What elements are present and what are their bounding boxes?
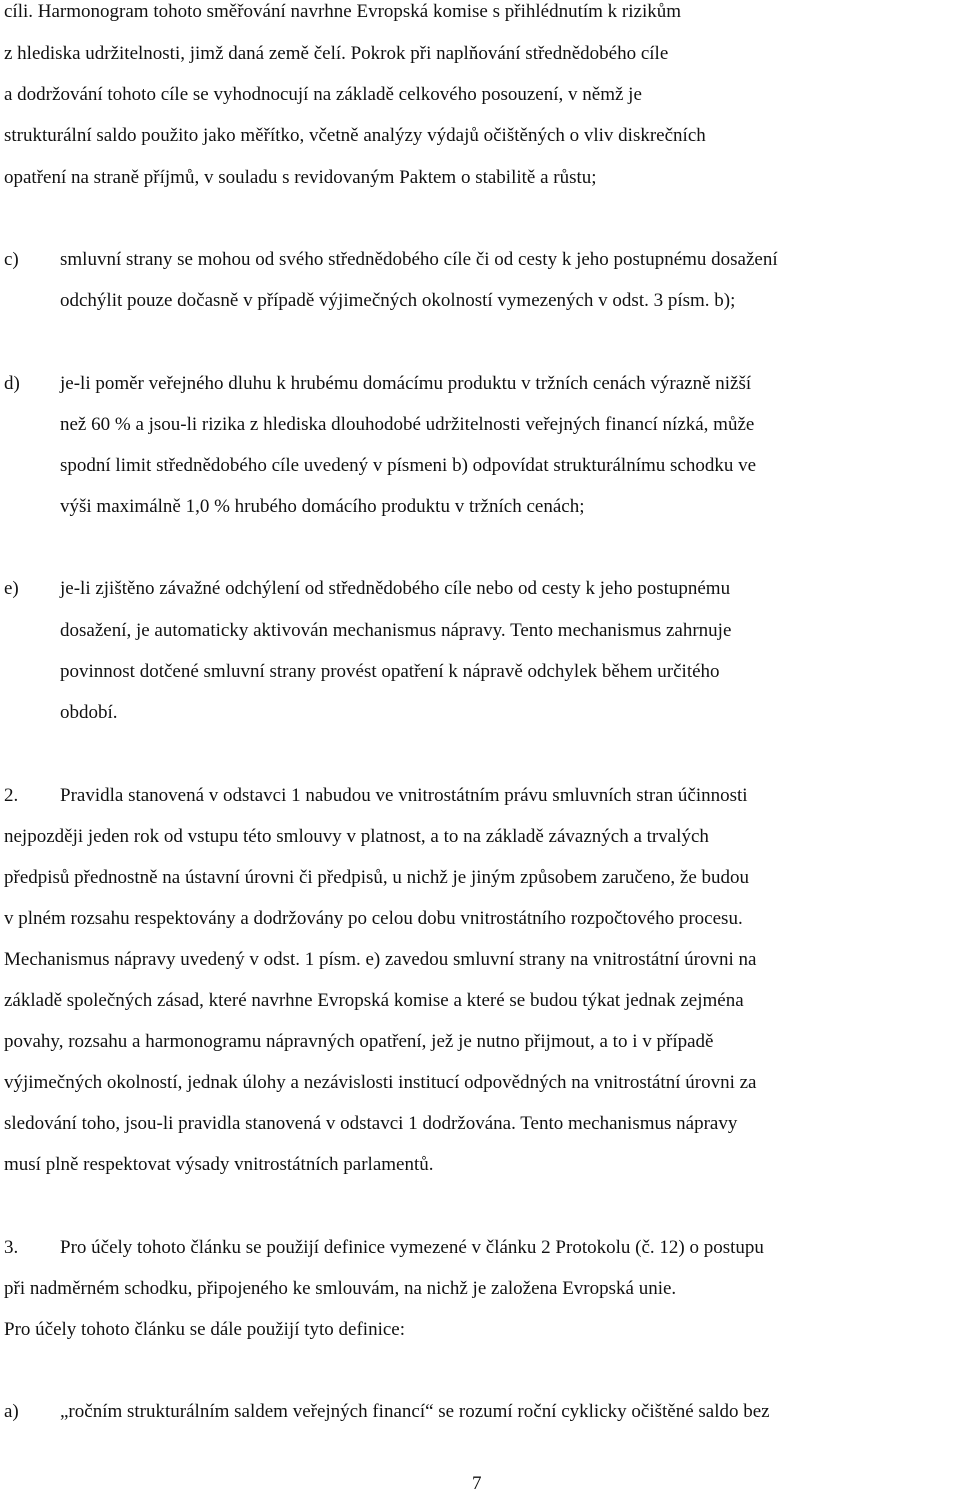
item-d-line-4: výši maximálně 1,0 % hrubého domácího produktu v tržních cenách; [60, 496, 585, 517]
item-d-line-3: spodní limit střednědobého cíle uvedený v písmeni b) odpovídat strukturálnímu schodku ve [60, 455, 757, 476]
section-2-line: sledování toho, jsou-li pravidla stanovená v odstavci 1 dodržována. Tento mechanismus nápravy [4, 1113, 738, 1134]
item-label-e: e) [4, 578, 19, 599]
section-3-line: Pro účely tohoto článku se dále použijí tyto definice: [4, 1319, 406, 1340]
item-c-line-1: smluvní strany se mohou od svého střednědobého cíle či od cesty k jeho postupnému dosažení [60, 249, 778, 270]
item-label-d: d) [4, 373, 20, 394]
section-2-line: základě společných zásad, které navrhne Evropská komise a které se budou týkat jednak zejména [4, 990, 744, 1011]
section-2-line: Mechanismus nápravy uvedený v odst. 1 písm. e) zavedou smluvní strany na vnitrostátní úrovni na [4, 949, 757, 970]
section-2-line: povahy, rozsahu a harmonogramu nápravných opatření, jež je nutno přijmout, a to i v případě [4, 1031, 714, 1052]
text-line: strukturální saldo použito jako měřítko, včetně analýzy výdajů očištěných o vliv diskrečních [4, 125, 706, 146]
section-3-line: při nadměrném schodku, připojeného ke smlouvám, na nichž je založena Evropská unie. [4, 1278, 677, 1299]
item-e-line-4: období. [60, 702, 118, 723]
item-d-line-1: je-li poměr veřejného dluhu k hrubému domácímu produktu v tržních cenách výrazně nižší [60, 373, 752, 394]
definition-a-label: a) [4, 1401, 19, 1422]
section-2-line: předpisů přednostně na ústavní úrovni či předpisů, u nichž je jiným způsobem zaručeno, že budou [4, 867, 750, 888]
text-line: z hlediska udržitelnosti, jimž daná země čelí. Pokrok při naplňování střednědobého cíle [4, 43, 669, 64]
text-line: opatření na straně příjmů, v souladu s revidovaným Paktem o stabilitě a růstu; [4, 167, 597, 188]
definition-a-text: „ročním strukturálním saldem veřejných financí“ se rozumí roční cyklicky očištěné saldo bez [60, 1401, 770, 1422]
section-2-line: musí plně respektovat výsady vnitrostátních parlamentů. [4, 1154, 434, 1175]
section-2-label: 2. [4, 785, 19, 806]
item-e-line-3: povinnost dotčené smluvní strany provést opatření k nápravě odchylek během určitého [60, 661, 720, 682]
item-label-c: c) [4, 249, 19, 270]
section-2-line: výjimečných okolností, jednak úlohy a nezávislosti institucí odpovědných na vnitrostátní úrovni za [4, 1072, 757, 1093]
item-d-line-2: než 60 % a jsou-li rizika z hlediska dlouhodobé udržitelnosti veřejných financí nízká, může [60, 414, 755, 435]
item-e-line-2: dosažení, je automaticky aktivován mechanismus nápravy. Tento mechanismus zahrnuje [60, 620, 732, 641]
item-e-line-1: je-li zjištěno závažné odchýlení od střednědobého cíle nebo od cesty k jeho postupnému [60, 578, 731, 599]
section-3-label: 3. [4, 1237, 19, 1258]
item-c-line-2: odchýlit pouze dočasně v případě výjimečných okolností vymezených v odst. 3 písm. b); [60, 290, 736, 311]
page-number: 7 [472, 1473, 482, 1494]
section-2-line: nejpozději jeden rok od vstupu této smlouvy v platnost, a to na základě závazných a trvalých [4, 826, 709, 847]
section-2-line: v plném rozsahu respektovány a dodržovány po celou dobu vnitrostátního rozpočtového procesu. [4, 908, 743, 929]
section-3-first-line: Pro účely tohoto článku se použijí definice vymezené v článku 2 Protokolu (č. 12) o postupu [60, 1237, 764, 1258]
section-2-first-line: Pravidla stanovená v odstavci 1 nabudou ve vnitrostátním právu smluvních stran účinnosti [60, 785, 748, 806]
text-line: cíli. Harmonogram tohoto směřování navrhne Evropská komise s přihlédnutím k rizikům [4, 1, 682, 22]
text-line: a dodržování tohoto cíle se vyhodnocují na základě celkového posouzení, v němž je [4, 84, 642, 105]
